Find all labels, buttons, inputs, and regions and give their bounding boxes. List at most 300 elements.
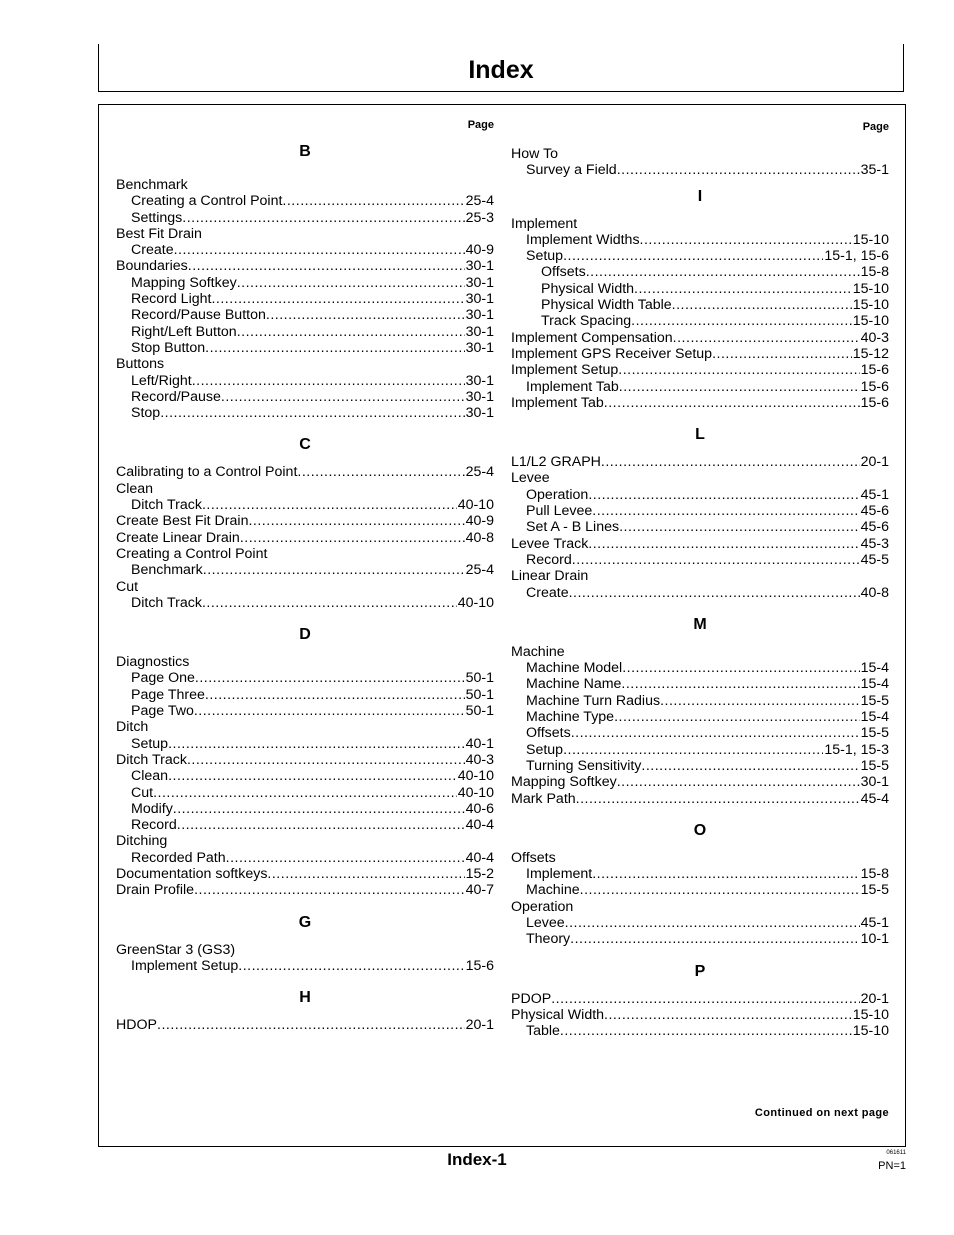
title-box <box>98 44 904 92</box>
index-entry-term: Record <box>131 817 177 834</box>
index-entry-term: Ditch Track <box>131 594 202 611</box>
index-entry-term: Mapping Softkey <box>131 274 237 291</box>
index-entry <box>511 264 889 280</box>
index-entry-term: Stop <box>131 405 161 422</box>
index-entry <box>511 693 889 709</box>
index-entry-term: Create Best Fit Drain <box>116 513 249 530</box>
index-entry <box>116 513 494 529</box>
dot-leader <box>619 379 860 395</box>
index-entry-page: 15-1, 15-6 <box>824 248 889 265</box>
index-entry <box>511 362 889 378</box>
index-entry <box>511 552 889 568</box>
index-entry <box>116 324 494 340</box>
index-entry-page: 30-1 <box>465 274 494 291</box>
dot-leader <box>221 389 465 405</box>
index-entry-page: 15-4 <box>860 660 889 677</box>
index-entry-term: Track Spacing <box>541 313 632 330</box>
index-entry <box>116 242 494 258</box>
index-entry-term: Cut <box>116 578 139 595</box>
index-entry-page: 25-3 <box>465 209 494 226</box>
dot-leader <box>202 497 457 513</box>
index-entry-term: Turning Sensitivity <box>526 757 642 774</box>
dot-leader <box>565 915 860 931</box>
dot-leader <box>560 1023 852 1039</box>
section-letter: P <box>694 962 706 980</box>
index-entry-page: 50-1 <box>465 703 494 720</box>
index-entry-page: 20-1 <box>860 990 889 1007</box>
index-entry <box>511 248 889 264</box>
index-entry <box>116 258 494 274</box>
dot-leader <box>266 307 465 323</box>
index-entry <box>116 464 494 480</box>
index-entry <box>116 752 494 768</box>
dot-leader <box>267 866 464 882</box>
dot-leader <box>619 519 860 535</box>
dot-leader <box>592 503 859 519</box>
index-entry-term: Record <box>526 551 572 568</box>
index-entry <box>116 687 494 703</box>
dot-leader <box>168 768 457 784</box>
index-entry-page: 15-5 <box>860 725 889 742</box>
index-entry-page: 30-1 <box>465 258 494 275</box>
dot-leader <box>580 882 860 898</box>
index-entry-page: 30-1 <box>465 339 494 356</box>
section-letter: B <box>299 143 311 160</box>
index-entry <box>116 942 494 958</box>
dot-leader <box>617 162 860 178</box>
index-entry <box>511 216 889 232</box>
index-entry <box>116 850 494 866</box>
index-entry-term: PDOP <box>511 990 552 1007</box>
index-entry <box>116 226 494 242</box>
dot-leader <box>248 513 464 529</box>
index-entry-page: 40-6 <box>465 800 494 817</box>
dot-leader <box>617 774 860 790</box>
index-entry <box>116 579 494 595</box>
index-entry-term: Mapping Softkey <box>511 774 617 791</box>
index-entry-term: Benchmark <box>131 562 203 579</box>
dot-leader <box>157 1017 465 1033</box>
index-entry-term: Page Three <box>131 686 205 703</box>
dot-leader <box>569 585 860 601</box>
index-entry-page: 35-1 <box>860 162 889 179</box>
section-letter: I <box>697 187 703 205</box>
index-entry-term: Implement <box>511 215 578 232</box>
index-entry-term: Right/Left Button <box>131 323 237 340</box>
dot-leader <box>202 595 457 611</box>
index-entry-term: Machine <box>526 882 580 899</box>
index-entry <box>511 487 889 503</box>
index-entry-term: Settings <box>131 209 183 226</box>
index-entry <box>511 742 889 758</box>
section-letter: O <box>693 821 707 839</box>
index-entry-page: 50-1 <box>465 670 494 687</box>
index-entry <box>511 915 889 931</box>
index-entry-page: 15-10 <box>852 297 889 314</box>
index-entry <box>116 275 494 291</box>
index-entry-page: 25-4 <box>465 562 494 579</box>
index-entry <box>116 817 494 833</box>
index-entry-page: 40-1 <box>465 735 494 752</box>
index-entry <box>116 546 494 562</box>
index-entry-page: 30-1 <box>465 372 494 389</box>
index-entry-page: 30-1 <box>465 291 494 308</box>
dot-leader <box>563 248 823 264</box>
index-entry-page: 40-7 <box>465 882 494 899</box>
index-entry-page: 25-4 <box>465 193 494 210</box>
index-entry-page: 45-1 <box>860 486 889 503</box>
dot-leader <box>622 660 859 676</box>
index-entry-term: Levee Track <box>511 535 589 552</box>
dot-leader <box>592 866 859 882</box>
index-entry-term: Ditch <box>116 719 149 736</box>
index-entry <box>511 503 889 519</box>
index-entry <box>511 297 889 313</box>
index-entry-term: Benchmark <box>116 177 188 193</box>
index-entry-term: Machine <box>511 643 565 660</box>
dot-leader <box>551 991 859 1007</box>
index-entry-term: Ditch Track <box>131 497 202 514</box>
index-entry <box>116 882 494 898</box>
section-letter: L <box>695 426 705 444</box>
continued-note: Continued on next page <box>754 1107 889 1119</box>
index-column-right <box>511 119 889 1049</box>
index-entry-term: Physical Width <box>541 280 635 297</box>
index-entry <box>511 568 889 584</box>
index-entry <box>116 1017 494 1033</box>
index-entry-page: 40-10 <box>457 784 494 801</box>
index-entry <box>511 931 889 947</box>
dot-leader <box>226 850 465 866</box>
index-entry-term: Physical Width Table <box>541 297 672 314</box>
index-entry-page: 30-1 <box>465 323 494 340</box>
index-entry <box>511 991 889 1007</box>
index-entry <box>116 405 494 421</box>
index-entry-term: How To <box>511 146 559 162</box>
index-column-left <box>116 117 494 1043</box>
index-entry-term: Implement <box>526 866 593 883</box>
dot-leader <box>673 330 860 346</box>
dot-leader <box>205 340 464 356</box>
index-entry <box>511 162 889 178</box>
index-entry-term: Setup <box>131 735 169 752</box>
index-entry-term: Implement Setup <box>131 957 239 974</box>
dot-leader <box>153 785 457 801</box>
index-entry-term: Modify <box>131 800 173 817</box>
dot-leader <box>618 362 859 378</box>
index-entry-term: Creating a Control Point <box>116 545 268 562</box>
index-entry <box>511 330 889 346</box>
index-entry <box>511 725 889 741</box>
index-entry <box>116 340 494 356</box>
index-entry-term: Stop Button <box>131 339 206 356</box>
index-entry-page: 40-9 <box>465 513 494 530</box>
dot-leader <box>563 742 823 758</box>
dot-leader <box>621 676 859 692</box>
dot-leader <box>240 530 465 546</box>
index-entry-term: Page One <box>131 670 195 687</box>
dot-leader <box>203 562 465 578</box>
dot-leader <box>238 958 464 974</box>
index-entry <box>116 497 494 513</box>
index-entry <box>116 481 494 497</box>
index-entry-term: Implement Setup <box>511 362 619 379</box>
dot-leader <box>177 817 465 833</box>
index-entry <box>116 291 494 307</box>
index-entry-page: 15-5 <box>860 882 889 899</box>
index-entry-term: Documentation softkeys <box>116 865 268 882</box>
index-entry-page: 15-6 <box>860 362 889 379</box>
page-title: Index <box>468 56 534 84</box>
index-entry <box>511 644 889 660</box>
dot-leader <box>188 258 465 274</box>
index-entry-page: 30-1 <box>465 388 494 405</box>
index-entry-term: Machine Turn Radius <box>526 692 661 709</box>
index-entry-term: Machine Model <box>526 660 623 677</box>
dot-leader <box>631 313 852 329</box>
index-entry-term: Create <box>131 242 174 259</box>
index-entry <box>511 585 889 601</box>
index-entry-page: 45-1 <box>860 914 889 931</box>
dot-leader <box>297 464 464 480</box>
index-entry-page: 15-4 <box>860 709 889 726</box>
index-entry-page: 15-12 <box>852 345 889 362</box>
index-entry-page: 40-8 <box>465 529 494 546</box>
dot-leader <box>194 703 465 719</box>
index-entry <box>511 454 889 470</box>
index-entry <box>116 530 494 546</box>
dot-leader <box>571 725 860 741</box>
dot-leader <box>640 232 852 248</box>
index-entry <box>116 670 494 686</box>
index-entry-page: 45-4 <box>860 790 889 807</box>
index-entry-page: 15-5 <box>860 757 889 774</box>
dot-leader <box>641 758 859 774</box>
index-entry <box>116 768 494 784</box>
dot-leader <box>660 693 860 709</box>
index-entry-page: 15-10 <box>852 280 889 297</box>
dot-leader <box>570 931 859 947</box>
index-entry-term: Setup <box>526 741 564 758</box>
index-entry-term: Left/Right <box>131 372 192 389</box>
index-entry <box>511 146 889 162</box>
footer-pn: PN=1 <box>878 1160 906 1172</box>
index-entry-page: 15-8 <box>860 264 889 281</box>
index-entry-term: Set A - B Lines <box>526 519 620 536</box>
index-entry-term: Linear Drain <box>511 568 589 585</box>
index-entry <box>511 346 889 362</box>
index-entry <box>511 313 889 329</box>
dot-leader <box>237 275 465 291</box>
index-entry-page: 20-1 <box>465 1017 494 1034</box>
index-entry-term: Best Fit Drain <box>116 225 202 242</box>
index-entry-term: L1/L2 GRAPH <box>511 454 601 471</box>
index-entry-page: 25-4 <box>465 464 494 481</box>
index-entry-page: 15-4 <box>860 676 889 693</box>
index-entry <box>511 676 889 692</box>
index-entry-page: 15-10 <box>852 231 889 248</box>
index-entry <box>511 1023 889 1039</box>
index-entry-page: 45-5 <box>860 551 889 568</box>
index-entry-term: Ditch Track <box>116 751 187 768</box>
index-entry <box>116 958 494 974</box>
index-entry-term: Buttons <box>116 356 165 373</box>
index-entry <box>511 882 889 898</box>
index-entry-term: Theory <box>526 931 571 948</box>
index-entry <box>116 719 494 735</box>
index-entry <box>116 785 494 801</box>
index-entry-term: Recorded Path <box>131 849 226 866</box>
index-entry-page: 20-1 <box>860 454 889 471</box>
index-entry <box>511 660 889 676</box>
index-entry-term: Survey a Field <box>526 162 617 179</box>
index-entry-page: 45-6 <box>860 503 889 520</box>
index-entry <box>511 519 889 535</box>
index-entry-term: Implement Compensation <box>511 329 673 346</box>
index-entry <box>116 562 494 578</box>
index-entry-page: 15-1, 15-3 <box>824 741 889 758</box>
index-entry-page: 50-1 <box>465 686 494 703</box>
dot-leader <box>586 264 860 280</box>
index-entry-page: 15-6 <box>860 394 889 411</box>
index-entry-term: Machine Type <box>526 709 615 726</box>
index-entry-term: Create Linear Drain <box>116 529 240 546</box>
index-entry-page: 30-1 <box>860 774 889 791</box>
index-entry-term: Levee <box>526 914 565 931</box>
index-entry-page: 45-6 <box>860 519 889 536</box>
dot-leader <box>237 324 465 340</box>
index-entry <box>511 850 889 866</box>
dot-leader <box>604 1007 852 1023</box>
index-entry-term: Record/Pause <box>131 388 221 405</box>
index-entry-term: Boundaries <box>116 258 188 275</box>
index-entry-term: Page Two <box>131 703 194 720</box>
index-entry-term: Record/Pause Button <box>131 307 266 324</box>
index-entry-term: Creating a Control Point <box>131 193 283 210</box>
index-entry-term: Ditching <box>116 833 168 850</box>
index-entry-term: Record Light <box>131 291 212 308</box>
index-entry-term: Levee <box>511 470 550 487</box>
dot-leader <box>187 752 465 768</box>
dot-leader <box>672 297 852 313</box>
index-entry-page: 40-10 <box>457 594 494 611</box>
index-entry-page: 30-1 <box>465 307 494 324</box>
section-letter: G <box>298 913 312 931</box>
index-entry <box>511 774 889 790</box>
dot-leader <box>174 242 465 258</box>
index-entry-page: 40-4 <box>465 817 494 834</box>
index-entry <box>511 470 889 486</box>
index-entry-page: 10-1 <box>860 931 889 948</box>
dot-leader <box>182 210 464 226</box>
index-entry-page: 40-3 <box>860 329 889 346</box>
index-entry-page: 40-10 <box>457 768 494 785</box>
index-entry-term: Clean <box>131 768 169 785</box>
index-entry-term: Operation <box>526 486 589 503</box>
index-entry-page: 15-10 <box>852 1006 889 1023</box>
dot-leader <box>601 454 860 470</box>
index-entry <box>511 791 889 807</box>
index-entry <box>116 801 494 817</box>
index-entry-term: Setup <box>526 248 564 265</box>
index-entry <box>116 703 494 719</box>
index-entry-term: Operation <box>511 898 574 915</box>
index-entry-term: Calibrating to a Control Point <box>116 464 298 481</box>
index-entry <box>511 899 889 915</box>
index-entry-page: 15-2 <box>465 865 494 882</box>
footer-code: 061611 <box>886 1150 906 1156</box>
section-letter: M <box>693 615 707 633</box>
index-entry-term: Pull Levee <box>526 503 593 520</box>
index-entry-term: Physical Width <box>511 1006 605 1023</box>
index-entry <box>116 356 494 372</box>
index-entry-term: Mark Path <box>511 790 576 807</box>
index-entry-term: GreenStar 3 (GS3) <box>116 941 236 958</box>
index-entry-page: 40-8 <box>860 584 889 601</box>
dot-leader <box>614 709 860 725</box>
index-entry <box>116 307 494 323</box>
index-entry <box>511 281 889 297</box>
index-entry-term: Clean <box>116 480 154 497</box>
dot-leader <box>168 736 465 752</box>
dot-leader <box>282 193 464 209</box>
dot-leader <box>173 801 465 817</box>
index-entry-term: Machine Name <box>526 676 622 693</box>
index-entry-term: Create <box>526 584 569 601</box>
index-entry-term: Table <box>526 1023 560 1040</box>
index-entry <box>511 866 889 882</box>
section-letter: H <box>299 989 311 1007</box>
index-entry <box>511 758 889 774</box>
index-entry-page: 40-4 <box>465 849 494 866</box>
index-entry-term: Implement Tab <box>526 378 619 395</box>
index-entry <box>116 373 494 389</box>
index-entry-page: 30-1 <box>465 405 494 422</box>
index-entry-term: Implement Tab <box>511 394 604 411</box>
index-entry <box>116 389 494 405</box>
index-entry-term: Implement Widths <box>526 231 640 248</box>
index-entry-term: Cut <box>131 784 154 801</box>
index-entry-page: 40-3 <box>465 751 494 768</box>
page-column-header: Page <box>862 121 889 133</box>
index-entry <box>116 177 494 193</box>
index-entry-page: 15-8 <box>860 866 889 883</box>
index-entry-term: Offsets <box>511 849 556 866</box>
index-entry-page: 15-10 <box>852 1023 889 1040</box>
index-entry <box>511 379 889 395</box>
index-entry-page: 15-6 <box>465 957 494 974</box>
index-entry-page: 15-6 <box>860 378 889 395</box>
index-entry <box>116 210 494 226</box>
index-entry <box>511 1007 889 1023</box>
index-entry <box>116 833 494 849</box>
index-entry <box>116 595 494 611</box>
index-entry-page: 40-10 <box>457 497 494 514</box>
index-entry-page: 45-3 <box>860 535 889 552</box>
dot-leader <box>160 405 464 421</box>
index-entry-term: Implement GPS Receiver Setup <box>511 345 713 362</box>
index-entry-page: 15-10 <box>852 313 889 330</box>
dot-leader <box>588 487 859 503</box>
dot-leader <box>572 552 860 568</box>
dot-leader <box>194 882 465 898</box>
footer-page-title: Index-1 <box>447 1150 507 1169</box>
dot-leader <box>192 373 465 389</box>
dot-leader <box>588 536 859 552</box>
dot-leader <box>604 395 860 411</box>
index-entry-page: 15-5 <box>860 692 889 709</box>
index-entry-term: Offsets <box>526 725 571 742</box>
